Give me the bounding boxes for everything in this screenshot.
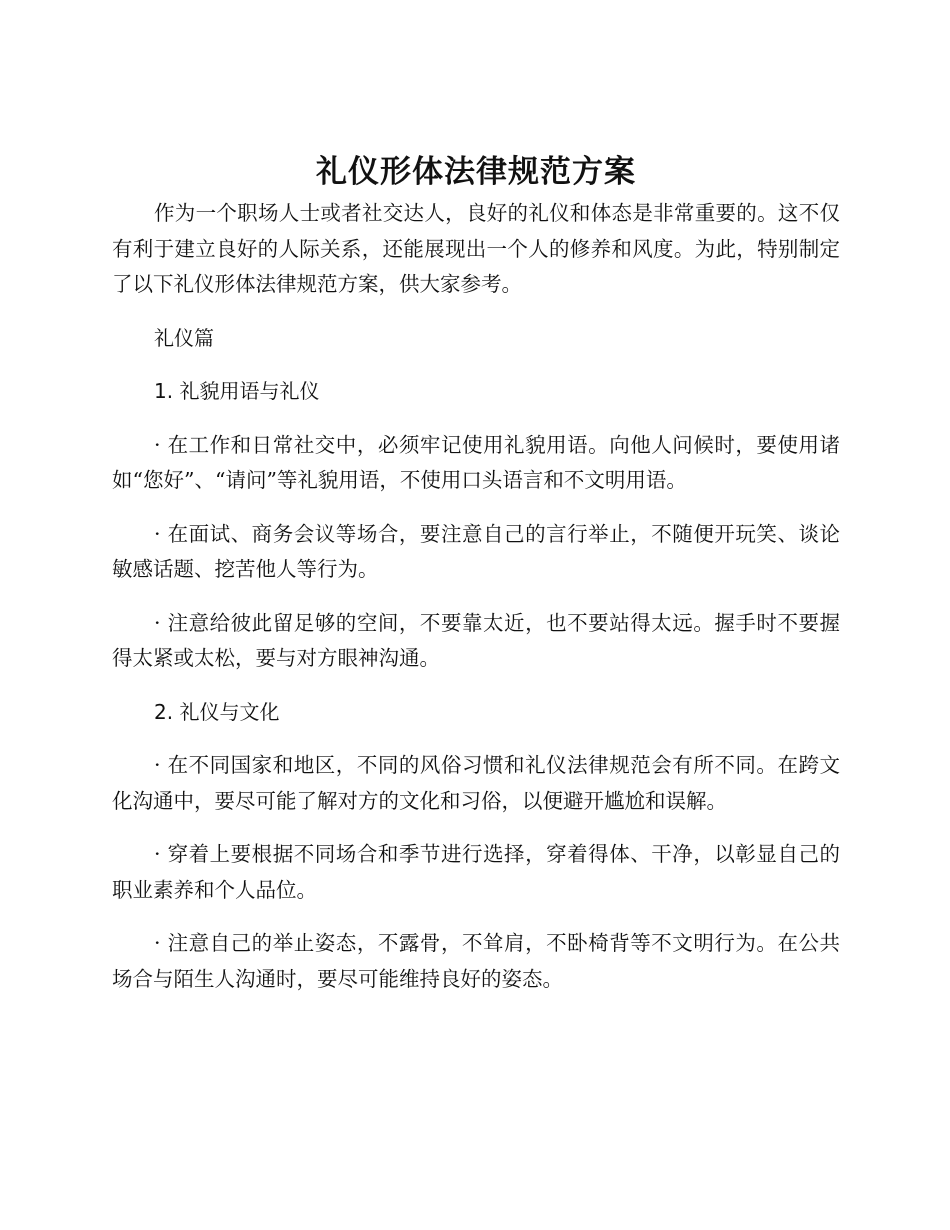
spacer [112,356,840,374]
section-2-item-2: · 穿着上要根据不同场合和季节进行选择，穿着得体、干净，以彰显自己的职业素养和个人品位。 [112,842,840,902]
spacer [112,303,840,321]
spacer [112,499,840,517]
spacer [112,730,840,748]
spacer [112,677,840,695]
section-heading-2: 2. 礼仪与文化 [154,699,280,724]
section-2-item-1: · 在不同国家和地区，不同的风俗习惯和礼仪法律规范会有所不同。在跨文化沟通中，要尽可能了解对方的文化和习俗，以便避开尴尬和误解。 [112,753,840,813]
spacer [112,908,840,926]
section-1-item-1: · 在工作和日常社交中，必须牢记使用礼貌用语。向他人问候时，要使用诸如“您好”、“请问”等礼貌用语，不使用口头语言和不文明用语。 [112,432,840,492]
spacer [112,588,840,606]
section-heading-1: 1. 礼貌用语与礼仪 [154,379,320,403]
section-2-item-3: · 注意自己的举止姿态，不露骨，不耸肩，不卧椅背等不文明行为。在公共场合与陌生人沟通时，要尽可能维持良好的姿态。 [112,931,840,991]
spacer [112,819,840,837]
spacer [112,410,840,428]
section-1-item-3: · 注意给彼此留足够的空间，不要靠太近，也不要站得太远。握手时不要握得太紧或太松，要与对方眼神沟通。 [112,610,840,670]
section-1-item-2: · 在面试、商务会议等场合，要注意自己的言行举止，不随便开玩笑、谈论敏感话题、挖苦他人等行为。 [112,521,840,581]
part-heading: 礼仪篇 [154,325,214,350]
document-title: 礼仪形体法律规范方案 [316,154,636,190]
intro-paragraph: 作为一个职场人士或者社交达人，良好的礼仪和体态是非常重要的。这不仅有利于建立良好的人际关系，还能展现出一个人的修养和风度。为此，特别制定了以下礼仪形体法律规范方案，供大家参考。 [112,201,840,296]
